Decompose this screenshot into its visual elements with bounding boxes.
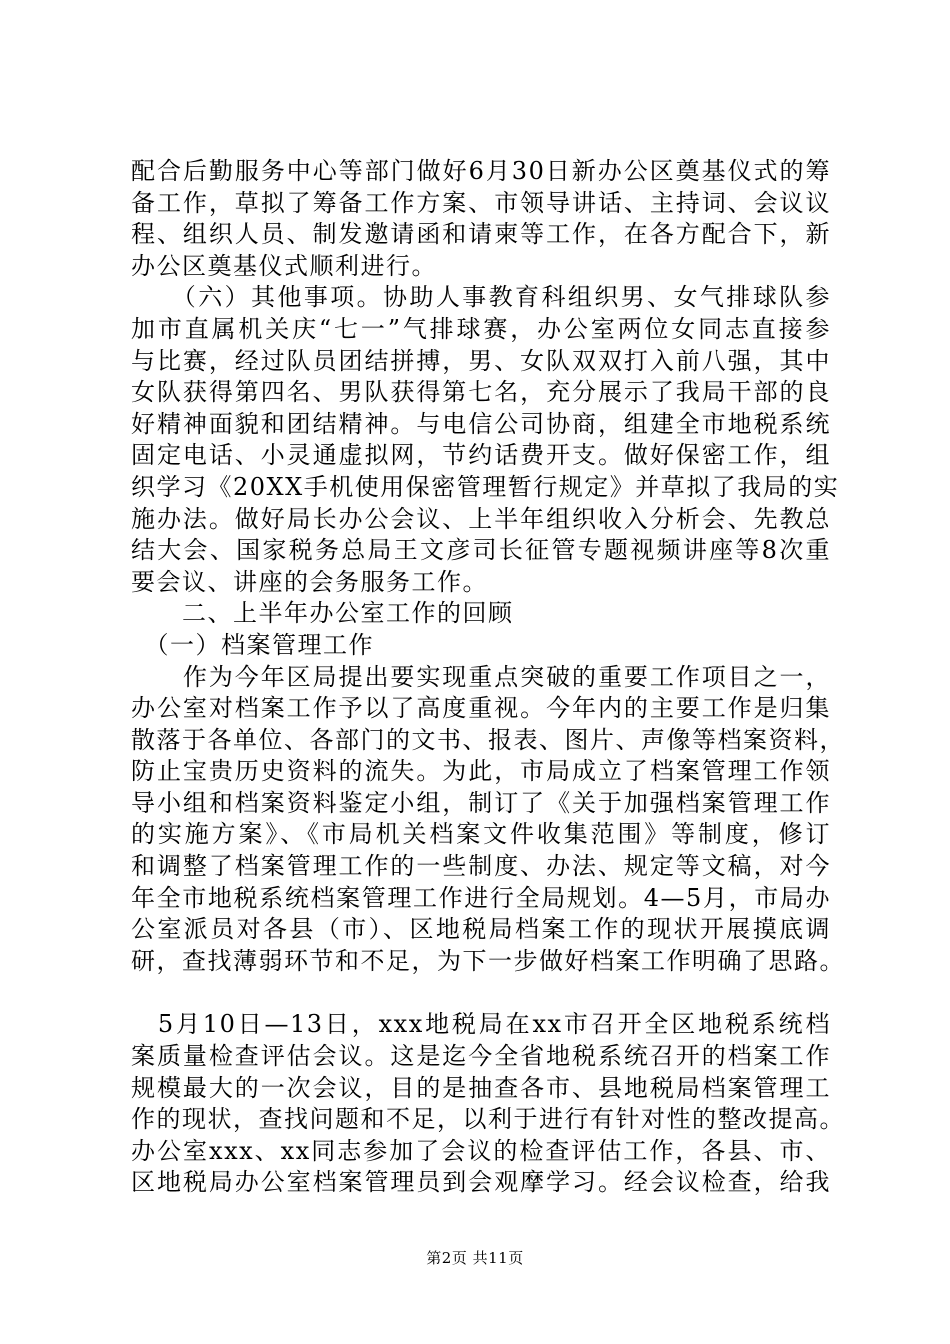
text-line: 女队获得第四名、男队获得第七名，充分展示了我局干部的良 [131, 378, 831, 407]
text-line: 5月10日—13日，xxx地税局在xx市召开全区地税系统档 [131, 1010, 831, 1039]
text-line: 备工作，草拟了筹备工作方案、市领导讲话、主持词、会议议 [131, 188, 831, 217]
text-line: 施办法。做好局长办公会议、上半年组织收入分析会、先教总 [131, 504, 831, 533]
document-body [131, 156, 845, 1199]
text-line: 年全市地税系统档案管理工作进行全局规划。4—5月，市局办 [131, 883, 831, 912]
text-line: 的实施方案》、《市局机关档案文件收集范围》等制度，修订 [131, 820, 831, 849]
text-line: 区地税局办公室档案管理员到会观摩学习。经会议检查，给我 [131, 1168, 831, 1197]
text-line: 与比赛，经过队员团结拼搏，男、女队双双打入前八强，其中 [131, 346, 831, 375]
text-line: 导小组和档案资料鉴定小组，制订了《关于加强档案管理工作 [131, 788, 831, 817]
text-line: 和调整了档案管理工作的一些制度、办法、规定等文稿，对今 [131, 852, 831, 881]
text-line: 办公区奠基仪式顺利进行。 [131, 251, 437, 280]
text-line: 作为今年区局提出要实现重点突破的重要工作项目之一， [131, 662, 831, 691]
text-line: 作的现状，查找问题和不足，以利于进行有针对性的整改提高。 [131, 1105, 845, 1134]
text-line: 加市直属机关庆“七一”气排球赛，办公室两位女同志直接参 [131, 314, 831, 343]
text-line: （六）其他事项。协助人事教育科组织男、女气排球队参 [131, 283, 831, 312]
page-number-footer: 第2页 共11页 [426, 1249, 524, 1267]
text-line: 配合后勤服务中心等部门做好6月30日新办公区奠基仪式的筹 [131, 157, 831, 185]
section-heading: 二、上半年办公室工作的回顾 [131, 599, 514, 628]
text-line: 办公室xxx、xx同志参加了会议的检查评估工作，各县、市、 [131, 1136, 831, 1165]
text-line: 固定电话、小灵通虚拟网，节约话费开支。做好保密工作，组 [131, 441, 831, 470]
text-line: 好精神面貌和团结精神。与电信公司协商，组建全市地税系统 [131, 409, 831, 438]
text-line: 程、组织人员、制发邀请函和请柬等工作，在各方配合下，新 [131, 220, 831, 249]
text-line: 案质量检查评估会议。这是迄今全省地税系统召开的档案工作 [131, 1042, 831, 1071]
text-line: 结大会、国家税务总局王文彦司长征管专题视频讲座等8次重 [131, 536, 831, 565]
paragraph-gap [131, 977, 831, 1009]
text-line: 研，查找薄弱环节和不足，为下一步做好档案工作明确了思路。 [131, 946, 845, 975]
text-line: 散落于各单位、各部门的文书、报表、图片、声像等档案资料， [131, 725, 845, 754]
subsection-heading: （一）档案管理工作 [131, 630, 374, 659]
text-line: 规模最大的一次会议，目的是抽查各市、县地税局档案管理工 [131, 1073, 831, 1102]
text-line: 防止宝贵历史资料的流失。为此，市局成立了档案管理工作领 [131, 757, 831, 786]
text-line: 办公室对档案工作予以了高度重视。今年内的主要工作是归集 [131, 694, 831, 723]
text-line: 要会议、讲座的会务服务工作。 [131, 567, 488, 596]
text-line: 公室派员对各县（市）、区地税局档案工作的现状开展摸底调 [131, 915, 831, 944]
text-line: 织学习《20XX手机使用保密管理暂行规定》并草拟了我局的实 [131, 472, 840, 501]
